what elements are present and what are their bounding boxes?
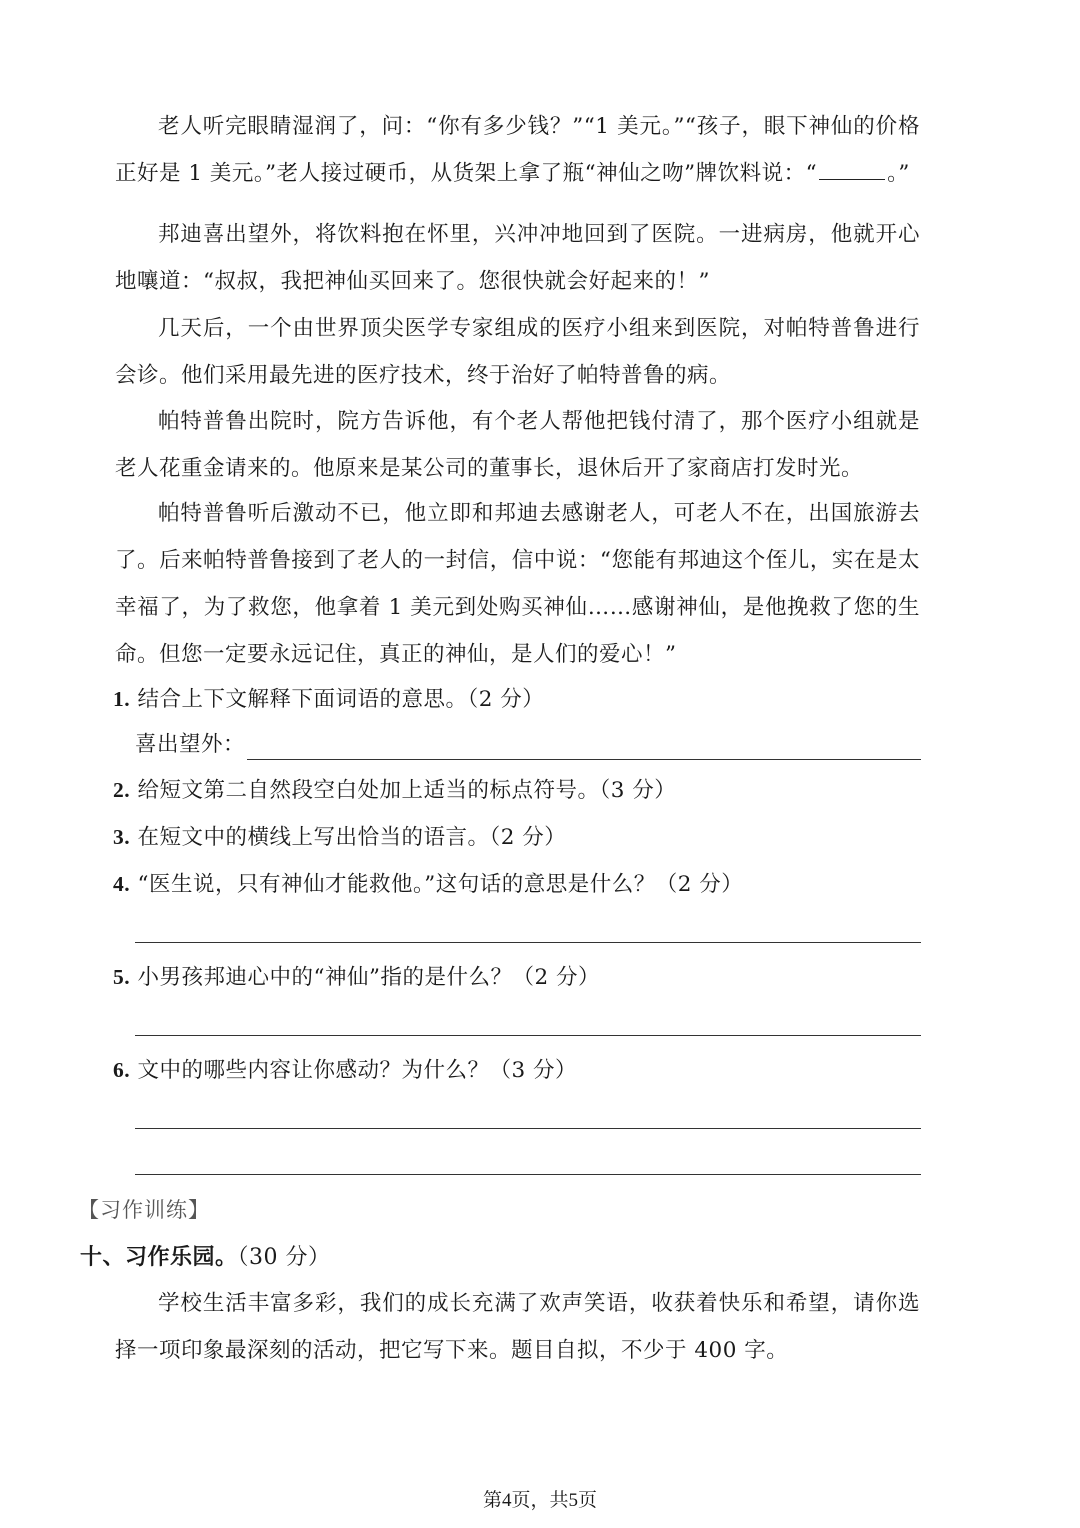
question-6 xyxy=(113,1055,577,1086)
question-5 xyxy=(113,962,600,993)
question-number: 1. xyxy=(113,687,131,711)
story-paragraph-1-text: 老人听完眼睛湿润了，问：“你有多少钱？”“1 美元。”“孩子，眼下神仙的价格正好是 1 美元。”老人接过硬币，从货架上拿了瓶“神仙之吻”牌饮料说：“ xyxy=(115,114,920,186)
story-paragraph-2: 邦迪喜出望外，将饮料抱在怀里，兴冲冲地回到了医院。一进病房，他就开心地嚷道：“叔叔，我把神仙买回来了。您很快就会好起来的！” xyxy=(115,222,920,294)
task-prompt: 学校生活丰富多彩，我们的成长充满了欢声笑语，收获着快乐和希望，请你选择一项印象最深刻的活动，把它写下来。题目自拟，不少于 400 字。 xyxy=(115,1291,920,1363)
task-title-text: 十、习作乐园。 xyxy=(80,1245,238,1270)
question-1 xyxy=(113,684,544,715)
story-paragraph-4: 帕特普鲁出院时，院方告诉他，有个老人帮他把钱付清了，那个医疗小组就是老人花重金请来的。他原来是某公司的董事长，退休后开了家商店打发时光。 xyxy=(115,409,920,481)
task-title xyxy=(80,1240,331,1271)
question-text: 给短文第二自然段空白处加上适当的标点符号。（3 分） xyxy=(137,778,677,803)
question-text: “医生说，只有神仙才能救他。”这句话的意思是什么？（2 分） xyxy=(137,872,744,897)
question-number: 3. xyxy=(113,825,131,849)
question-number: 6. xyxy=(113,1058,131,1082)
story-paragraph-3: 几天后，一个由世界顶尖医学专家组成的医疗小组来到医院，对帕特普鲁进行会诊。他们采用最先进的医疗技术，终于治好了帕特普鲁的病。 xyxy=(115,316,920,388)
story-paragraph-5: 帕特普鲁听后激动不已，他立即和邦迪去感谢老人，可老人不在，出国旅游去了。后来帕特普鲁接到了老人的一封信，信中说：“您能有邦迪这个侄儿，实在是太幸福了，为了救您，他拿着 1 美元到处购买神仙……感谢神仙，是他挽救了您的生命。但您一定要永远记住，真正的神仙，是人们的爱心！” xyxy=(115,501,920,667)
q1-answer-row xyxy=(135,730,921,760)
q4-answer-line[interactable] xyxy=(135,942,921,943)
page-footer: 第4页，共5页 xyxy=(482,1490,597,1511)
q5-answer-line[interactable] xyxy=(135,1035,921,1036)
question-text: 文中的哪些内容让你感动？为什么？（3 分） xyxy=(137,1058,577,1083)
story-paragraph-1-end: 。” xyxy=(887,161,910,186)
question-3 xyxy=(113,822,566,853)
task-points: （30 分） xyxy=(237,1245,331,1270)
section-tag: 【习作训练】 xyxy=(78,1198,210,1222)
answer-blank[interactable] xyxy=(819,159,885,180)
question-number: 5. xyxy=(113,965,131,989)
question-text: 结合上下文解释下面词语的意思。（2 分） xyxy=(137,687,545,712)
question-2 xyxy=(113,775,676,806)
q1-answer-line[interactable] xyxy=(247,733,921,760)
question-number: 4. xyxy=(113,872,131,896)
question-text: 在短文中的横线上写出恰当的语言。（2 分） xyxy=(137,825,567,850)
q6-answer-line-1[interactable] xyxy=(135,1128,921,1129)
q6-answer-line-2[interactable] xyxy=(135,1174,921,1175)
question-4 xyxy=(113,869,743,900)
question-text: 小男孩邦迪心中的“神仙”指的是什么？（2 分） xyxy=(137,965,600,990)
story-paragraph-1 xyxy=(115,103,920,197)
q1-term-label: 喜出望外： xyxy=(135,732,246,757)
question-number: 2. xyxy=(113,778,131,802)
